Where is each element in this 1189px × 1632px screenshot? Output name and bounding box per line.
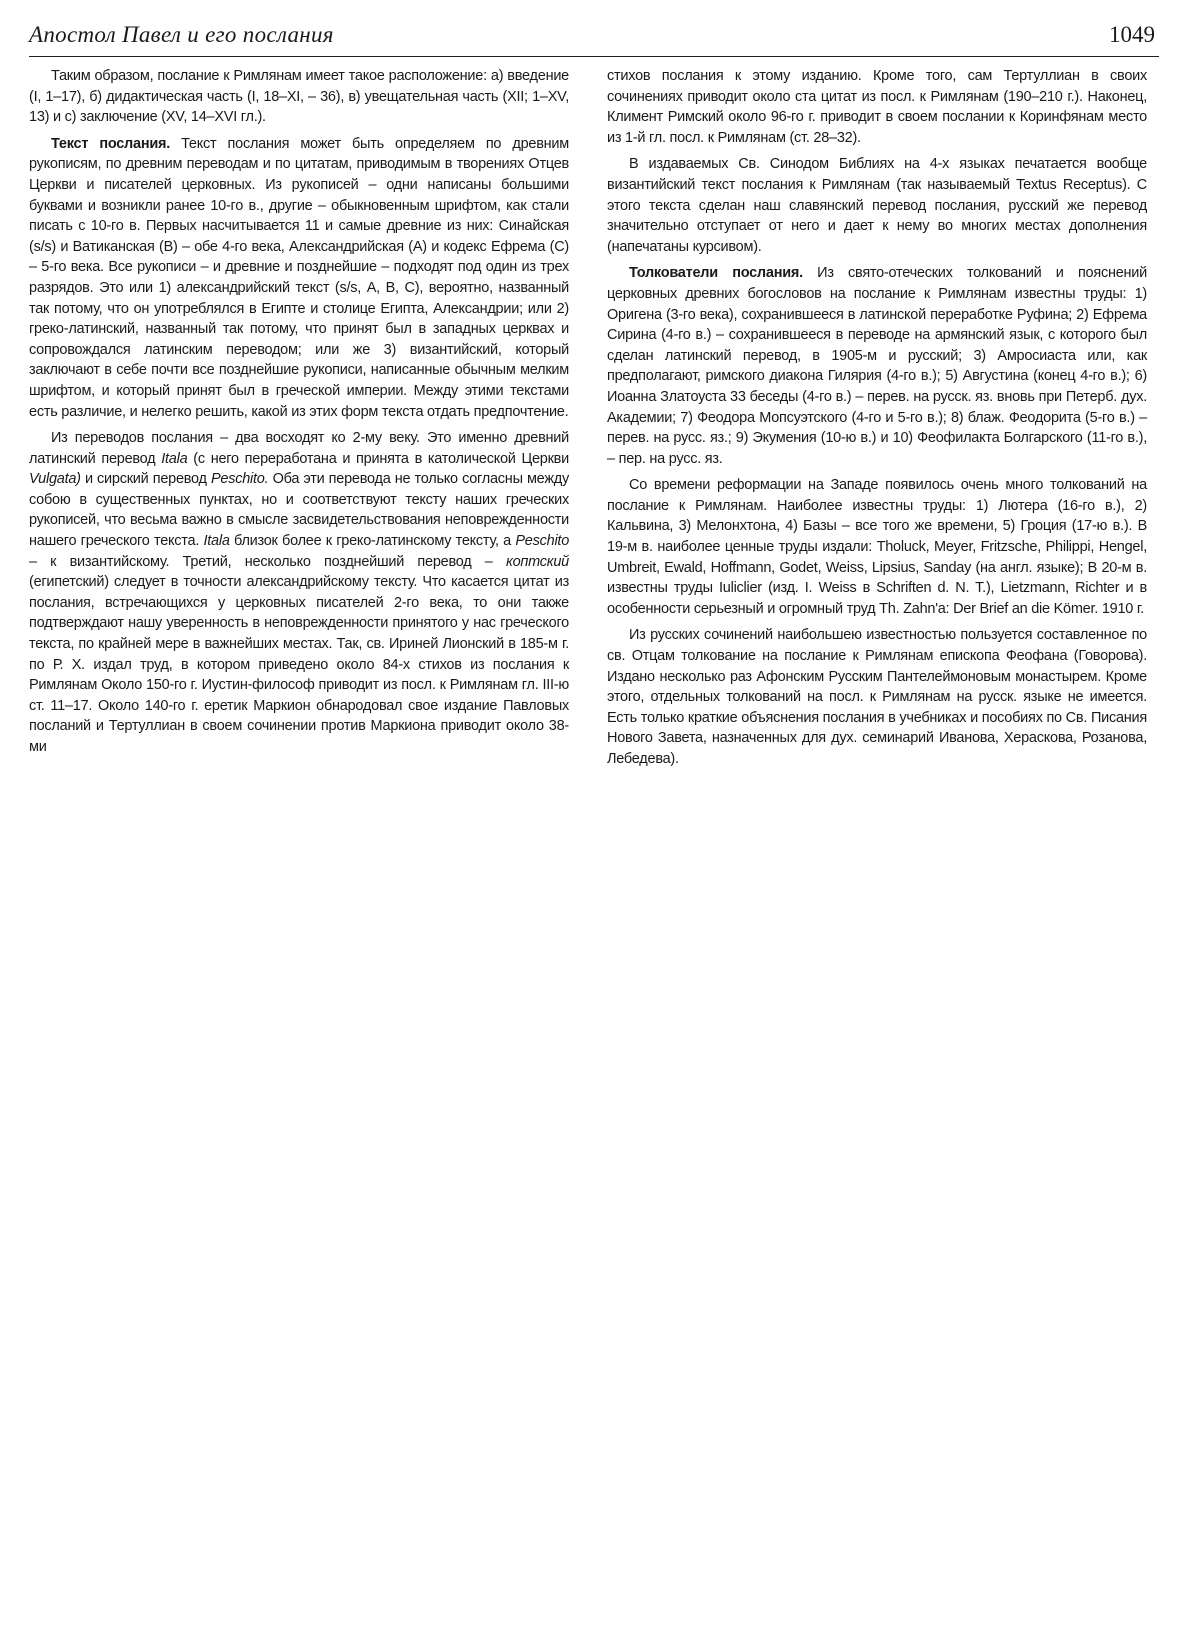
paragraph-reformation: Со времени реформации на Западе появилось очень много толкований на послание к Римлянам. Наиболее известны труды: 1) Лютера (16-го в.), 2) Кальвина, 3) Мелонхтона, 4) Базы – все того же времени, 5) Гроция (17-ю в.). В 19-м в. наиболее ценные труды издали: Tholuck, Meyer, Fritzsche, Philippi, Hengel, Umbreit, Ewald, Hoffmann, Godet, Weiss, Lipsius, Sanday (на англ. языке); В 20-м в. известны труды Iuliclier (изд. I. Weiss в Schriften d. N. T.), Lietzmann, Richter и в особенности серьезный и огромный труд Th. Zahn'a: Der Brief an die Kömer. 1910 г.: [607, 477, 1147, 617]
page-number: 1049: [1109, 22, 1155, 47]
running-head: [29, 20, 1159, 57]
paragraph-structure: Таким образом, послание к Римлянам имеет такое расположение: а) введение (I, 1–17), б) дидактическая часть (I, 18–XI, – 36), в) увещательная часть (XII; 1–XV, 13) и с) заключение (XV, 14–XVI гл.).: [29, 68, 569, 126]
italic-term: Peschito.: [210, 471, 269, 488]
italic-term: коптский: [505, 553, 569, 570]
text-run: близок более к греко-латинскому тексту, а: [229, 533, 516, 550]
paragraph-synod-bibles: В издаваемых Св. Синодом Библиях на 4-х языках печатается вообще византийский текст послания к Римлянам (так называемый Textus Receptus). С этого текста сделан наш славянский перевод послания, русский же перевод значительно отступает от него и дает к нему во многих местах дополнения (напечатаны курсивом).: [607, 156, 1147, 255]
paragraph-translations: [29, 428, 569, 758]
italic-term: Vulgata): [29, 471, 81, 488]
section-heading-interpreters: Толкователи послания.: [629, 265, 803, 282]
paragraph-interpreters: [607, 263, 1147, 469]
italic-term: Peschito: [515, 533, 570, 550]
italic-term: Itala: [203, 533, 230, 550]
left-column: [29, 66, 569, 764]
text-run: и сирский перевод: [80, 471, 211, 488]
text-run: – к византийскому. Третий, несколько позднейший перевод –: [29, 553, 506, 570]
italic-term: Itala: [161, 450, 188, 467]
paragraph-text-of-epistle: [29, 134, 569, 422]
section-heading-text: Текст послания.: [51, 135, 170, 152]
text-run: (египетский) следует в точности александрийскому тексту. Что касается цитат из послания, встречающихся у церковных писателей 2-го века, то они также подтверждают нашу уверенность в неповрежденности принятого у нас греческого текста, по крайней мере в важнейших местах. Так, св. Ириней Лионский в 185-м г. по Р. Х. издал труд, в котором приведено около 84-х стихов из послания к Римлянам Около 150-го г. Иустин-философ приводит из посл. к Римлянам гл. III-ю ст. 11–17. Около 140-го г. еретик Маркион обнародовал свое издание Павловых посланий и Тертуллиан в своем сочинении против Маркиона приводит около 38-ми: [29, 574, 569, 755]
paragraph-russian-works: Из русских сочинений наибольшею известностью пользуется составленное по св. Отцам толкование на послание к Римлянам епископа Феофана (Говорова). Издано несколько раз Афонским Русским Пантелеймоновым монастырем. Кроме этого, отдельных толкований на посл. к Римлянам на русск. языке не имеется. Есть только краткие объяснения послания в учебниках и пособиях по Св. Писания Нового Завета, назначенных для дух. семинарий Иванова, Хераскова, Розанова, Лебедева).: [607, 627, 1147, 767]
paragraph-continuation: стихов послания к этому изданию. Кроме того, сам Тертуллиан в своих сочинениях приводит около ста цитат из посл. к Римлянам (190–210 г.). Наконец, Климент Римский около 96-го г. приводит в своем послании к Коринфянам место из 1-й гл. посл. к Римлянам (ст. 28–32).: [607, 68, 1147, 146]
text-run: (с него переработана и принята в католической Церкви: [187, 450, 569, 467]
running-title: Апостол Павел и его послания: [29, 22, 334, 47]
paragraph-body: Из свято-отеческих толкований и пояснений церковных древних богословов на послание к Римлянам известны труды: 1) Оригена (3-го века), сохранившееся в латинской переработке Руфина; 2) Ефрема Сирина (4-го в.) – сохранившееся в переводе на армянский язык, с которого был сделан латинский перевод, в 1905-м и русский; 3) Амросиаста или, как предполагают, римского диакона Гилярия (4-го в.); 5) Августина (конец 4-го в.); 6) Иоанна Златоуста 33 беседы (4-го в.) – перев. на русск. яз. вновь при Петерб. дух. Академии; 7) Феодора Мопсуэтского (4-го и 5-го в.); 8) блаж. Феодорита (5-го в.) – перев. на русс. яз.; 9) Экумения (10-ю в.) и 10) Феофилакта Болгарского (11-го в.), – пер. на русс. яз.: [607, 265, 1147, 467]
text-run: Оба эти перевода не только согласны между собою в существенных пунктах, но и соответствуют тексту наших греческих рукописей, что весьма важно в смысле засвидетельствования неповрежденности нашего греческого текста.: [29, 471, 569, 550]
text-run: Из переводов послания – два восходят ко 2-му веку. Это именно древний латинский перевод: [29, 430, 569, 467]
right-column: [607, 66, 1147, 776]
paragraph-body: Текст послания может быть определяем по древним рукописям, по древним переводам и по цитатам, приводимым в творениях Отцев Церкви и писателей церковных. Из рукописей – одни написаны большими буквами и возникли ранее 10-го в., другие – обыкновенным шрифтом, как стали писать с 10-го в. Первых насчитывается 11 и самые древние из них: Синайская (s/s) и Ватиканская (В) – обе 4-го века, Александрийская (А) и кодекс Ефрема (С) – 5-го века. Все рукописи – и древние и позднейшие – подходят под один из трех разрядов. Это или 1) александрийский текст (s/s, А, В, С), вероятно, названный так потому, что он употреблялся в Египте и столице Египта, Александрии; или 2) греко-латинский, названный так потому, что принят был в западных церквах и сопровождался латинским переводом; или же 3) византийский, который заключают в себе почти все позднейшие рукописи, написанные обычным мелким шрифтом, и который принят был в греческой империи. Между этими текстами есть различие, и нелегко решить, какой из этих форм текста отдать предпочтение.: [29, 135, 569, 420]
